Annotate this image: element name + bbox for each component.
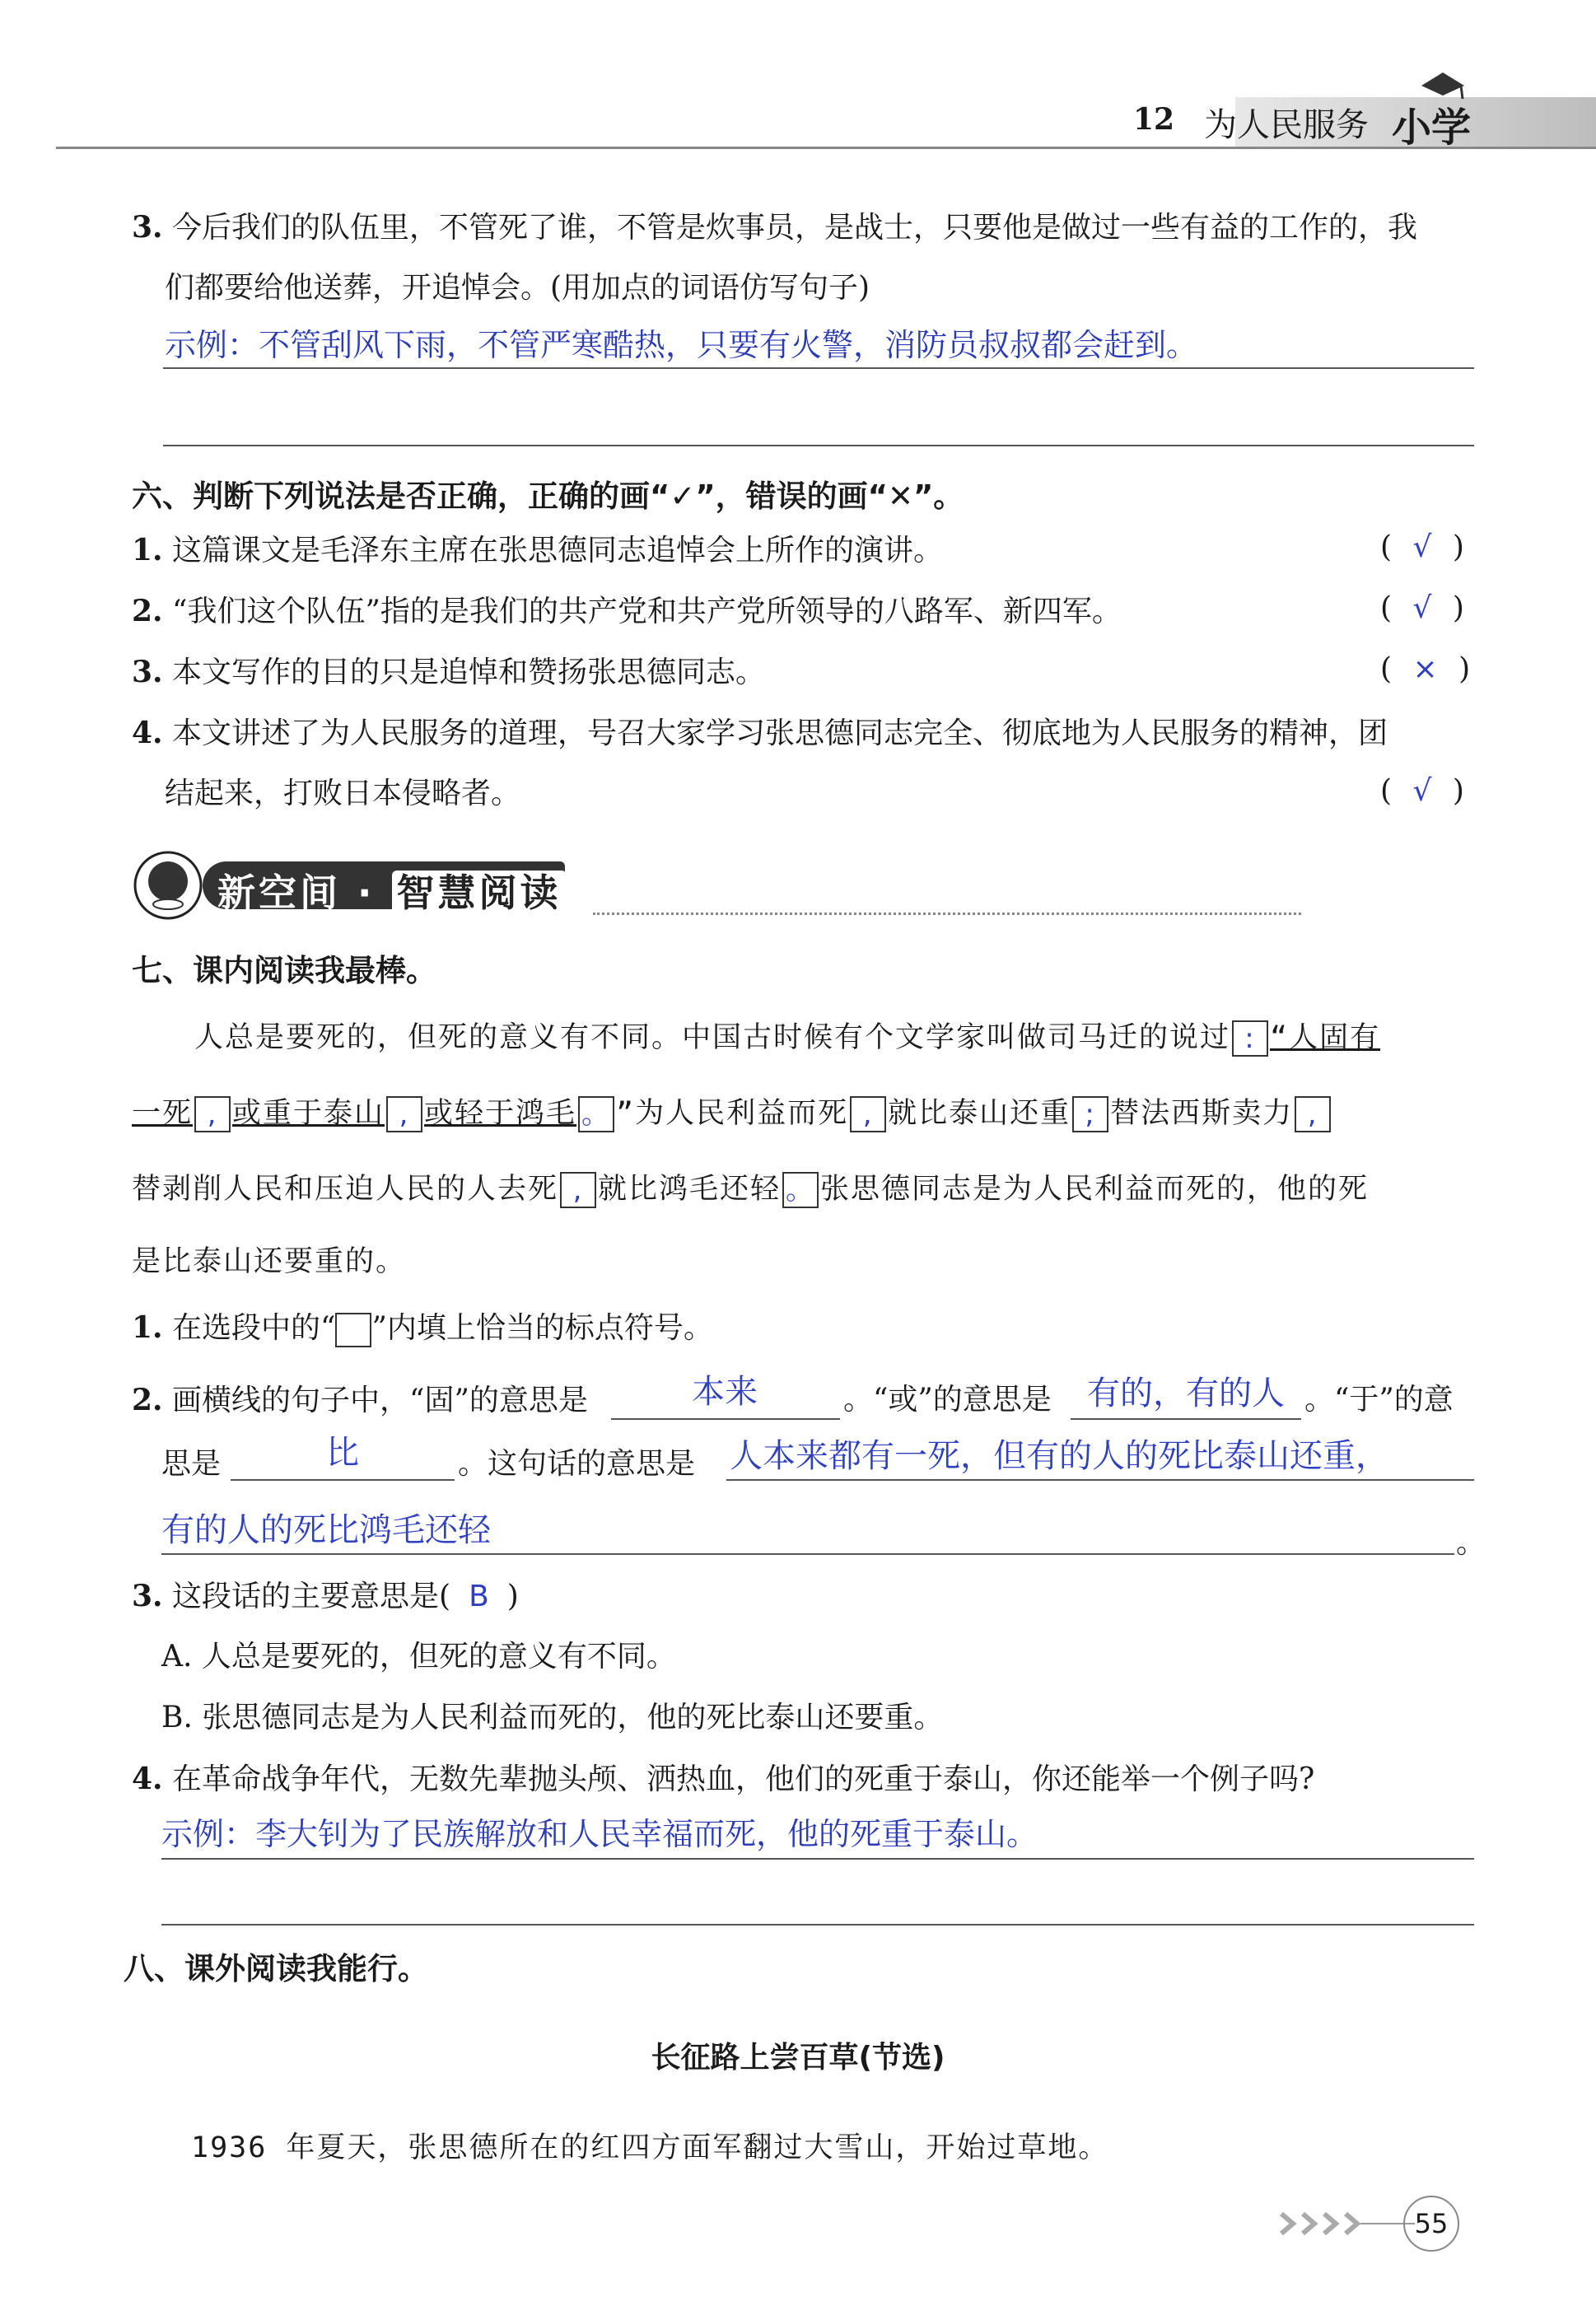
q5-3-line1 — [132, 208, 1417, 248]
section8-title: 八、课外阅读我能行。 — [124, 1951, 428, 1986]
punct-box[interactable]: , — [386, 1096, 422, 1132]
s6-mark-3: ( × ) — [1380, 652, 1471, 686]
q-num: 4. — [132, 1762, 163, 1796]
s7-q3 — [132, 1576, 519, 1617]
answer-line — [163, 367, 1474, 369]
page-number-text: 55 — [1414, 2208, 1449, 2239]
punct-box[interactable]: 。 — [578, 1096, 614, 1132]
passage-text: 或重于泰山 — [232, 1097, 385, 1130]
s6-mark-1: ( √ ) — [1380, 530, 1464, 564]
header-rule — [56, 147, 1596, 149]
passage-line-2 — [132, 1090, 1332, 1132]
lesson-title: 为人民服务 — [1204, 106, 1369, 144]
s6-item-text: 本文写作的目的只是追悼和赞扬张思德同志。 — [172, 656, 766, 689]
q2-text-e: 。这句话的意思是 — [458, 1447, 696, 1481]
q2-text-b: 。“或”的意思是 — [843, 1383, 1052, 1417]
q-text: 这段话的主要意思是( — [172, 1580, 451, 1613]
arrows-icon — [1278, 2207, 1418, 2240]
s6-mark-value: √ — [1412, 774, 1432, 808]
ans-meaning-1: 人本来都有一死，但有的人的死比泰山还重， — [730, 1437, 1388, 1475]
q3-option-a: A. 人总是要死的，但死的意义有不同。 — [161, 1640, 676, 1673]
passage-text: 就比鸿毛还轻 — [598, 1173, 782, 1206]
passage-text: 替剥削人民和压迫人民的人去死 — [132, 1173, 559, 1206]
article-title: 长征路上尝百草(节选) — [651, 2041, 945, 2075]
q-text: 画横线的句子中，“固”的意思是 — [172, 1384, 588, 1417]
passage-text: 或轻于鸿毛 — [424, 1097, 577, 1130]
s6-item-num: 3. — [132, 655, 163, 689]
section6-title: 六、判断下列说法是否正确，正确的画“✓”，错误的画“✕”。 — [132, 478, 964, 514]
passage-line-3 — [132, 1166, 1369, 1208]
lesson-number: 12 — [1133, 102, 1175, 137]
s6-item-3 — [132, 652, 765, 693]
s7-q4 — [132, 1759, 1314, 1800]
punct-box[interactable]: , — [850, 1096, 886, 1132]
passage-text: ”为人民利益而死 — [616, 1097, 849, 1130]
s6-item-num: 2. — [132, 594, 163, 628]
q-text: 在选段中的“ — [172, 1311, 336, 1345]
s7-q2-line1 — [132, 1380, 588, 1421]
s6-item-1 — [132, 530, 943, 571]
s6-mark-value: × — [1412, 652, 1438, 686]
q2-text-d: 思是 — [161, 1447, 222, 1481]
q3-option-b: B. 张思德同志是为人民利益而死的，他的死比泰山还要重。 — [161, 1701, 944, 1734]
s6-item-4-cont: 结起来，打败日本侵略者。 — [165, 777, 521, 810]
s6-item-text: 本文讲述了为人民服务的道理，号召大家学习张思德同志完全、彻底地为人民服务的精神，团 — [172, 717, 1388, 750]
s7-q1 — [132, 1308, 713, 1348]
section7-title: 七、课内阅读我最棒。 — [132, 953, 436, 988]
q-text: ) — [506, 1580, 519, 1613]
s6-item-2 — [132, 591, 1122, 632]
passage-text: 人总是要死的，但死的意义有不同。中国古时候有个文学家叫做司马迁的说过 — [194, 1021, 1231, 1054]
q2-end: 。 — [1456, 1526, 1486, 1560]
punct-box[interactable]: , — [194, 1096, 231, 1132]
article-line-1: 1936 年夏天，张思德所在的红四方面军翻过大雪山，开始过草地。 — [191, 2131, 1109, 2164]
q-text: ”内填上恰当的标点符号。 — [371, 1311, 713, 1345]
s6-item-4 — [132, 713, 1388, 754]
s6-item-num: 1. — [132, 533, 163, 567]
banner-part2: 智慧阅读 — [392, 871, 567, 915]
blank-line — [161, 1553, 1454, 1555]
banner-part1: 新空间 — [217, 871, 341, 915]
blank-line — [726, 1479, 1474, 1481]
ans-huo: 有的，有的人 — [1087, 1375, 1285, 1412]
q-text: 在革命战争年代，无数先辈抛头颅、洒热血，他们的死重于泰山，你还能举一个例子吗? — [172, 1762, 1315, 1796]
s6-mark-value: √ — [1412, 591, 1432, 625]
s6-mark-4: ( √ ) — [1380, 774, 1464, 808]
punct-box[interactable]: ; — [1072, 1096, 1108, 1132]
q3-answer: B — [469, 1580, 489, 1613]
q-num: 2. — [132, 1383, 163, 1417]
punct-box[interactable]: , — [560, 1172, 596, 1208]
s6-item-num: 4. — [132, 716, 163, 750]
q5-3-text1: 今后我们的队伍里，不管死了谁，不管是炊事员，是战士，只要他是做过一些有益的工作的，我 — [172, 211, 1418, 245]
answer-line — [161, 1924, 1474, 1926]
punct-box[interactable]: 。 — [782, 1172, 819, 1208]
punct-box[interactable]: : — [1232, 1020, 1268, 1057]
blank-line — [611, 1418, 840, 1420]
example-box — [335, 1313, 371, 1347]
passage-text: 一死 — [132, 1097, 194, 1130]
blank-line — [231, 1479, 455, 1481]
passage-text: 替法西斯卖力 — [1110, 1097, 1294, 1130]
passage-text: 张思德同志是为人民利益而死的，他的死 — [820, 1173, 1370, 1206]
passage-line-4: 是比泰山还要重的。 — [132, 1245, 407, 1278]
page-number — [1403, 2196, 1459, 2252]
blank-line — [1071, 1418, 1301, 1420]
s6-item-text: “我们这个队伍”指的是我们的共产党和共产党所领导的八路军、新四军。 — [172, 595, 1122, 628]
q5-3-num: 3. — [132, 210, 163, 245]
ans-yu: 比 — [326, 1434, 359, 1472]
q5-3-answer: 示例：不管刮风下雨，不管严寒酷热，只要有火警，消防员叔叔都会赶到。 — [165, 327, 1198, 363]
graduation-cap-icon — [1416, 68, 1469, 100]
q2-text-c: 。“于”的意 — [1304, 1383, 1454, 1417]
passage-line-1 — [194, 1015, 1380, 1057]
banner-sep: · — [357, 871, 376, 915]
answer-line — [161, 1858, 1474, 1860]
q-num: 1. — [132, 1310, 163, 1345]
ans-gu: 本来 — [692, 1373, 758, 1411]
tree-icon — [132, 850, 206, 921]
punct-box[interactable]: , — [1295, 1096, 1331, 1132]
passage-text: “人固有 — [1270, 1021, 1381, 1054]
q5-3-text2: 们都要给他送葬，开追悼会。(用加点的词语仿写句子) — [165, 271, 870, 305]
answer-line — [163, 445, 1474, 446]
s6-mark-value: √ — [1412, 530, 1432, 564]
grade-badge: 小学 — [1392, 105, 1472, 151]
q4-answer: 示例：李大钊为了民族解放和人民幸福而死，他的死重于泰山。 — [161, 1816, 1038, 1852]
reading-banner — [132, 850, 601, 921]
passage-text: 就比泰山还重 — [888, 1097, 1071, 1130]
s6-mark-2: ( √ ) — [1380, 591, 1464, 625]
q-num: 3. — [132, 1579, 163, 1613]
ans-meaning-2: 有的人的死比鸿毛还轻 — [161, 1511, 491, 1549]
s6-item-text: 这篇课文是毛泽东主席在张思德同志追悼会上所作的演讲。 — [172, 534, 944, 567]
banner-dotted-rule — [593, 913, 1301, 915]
